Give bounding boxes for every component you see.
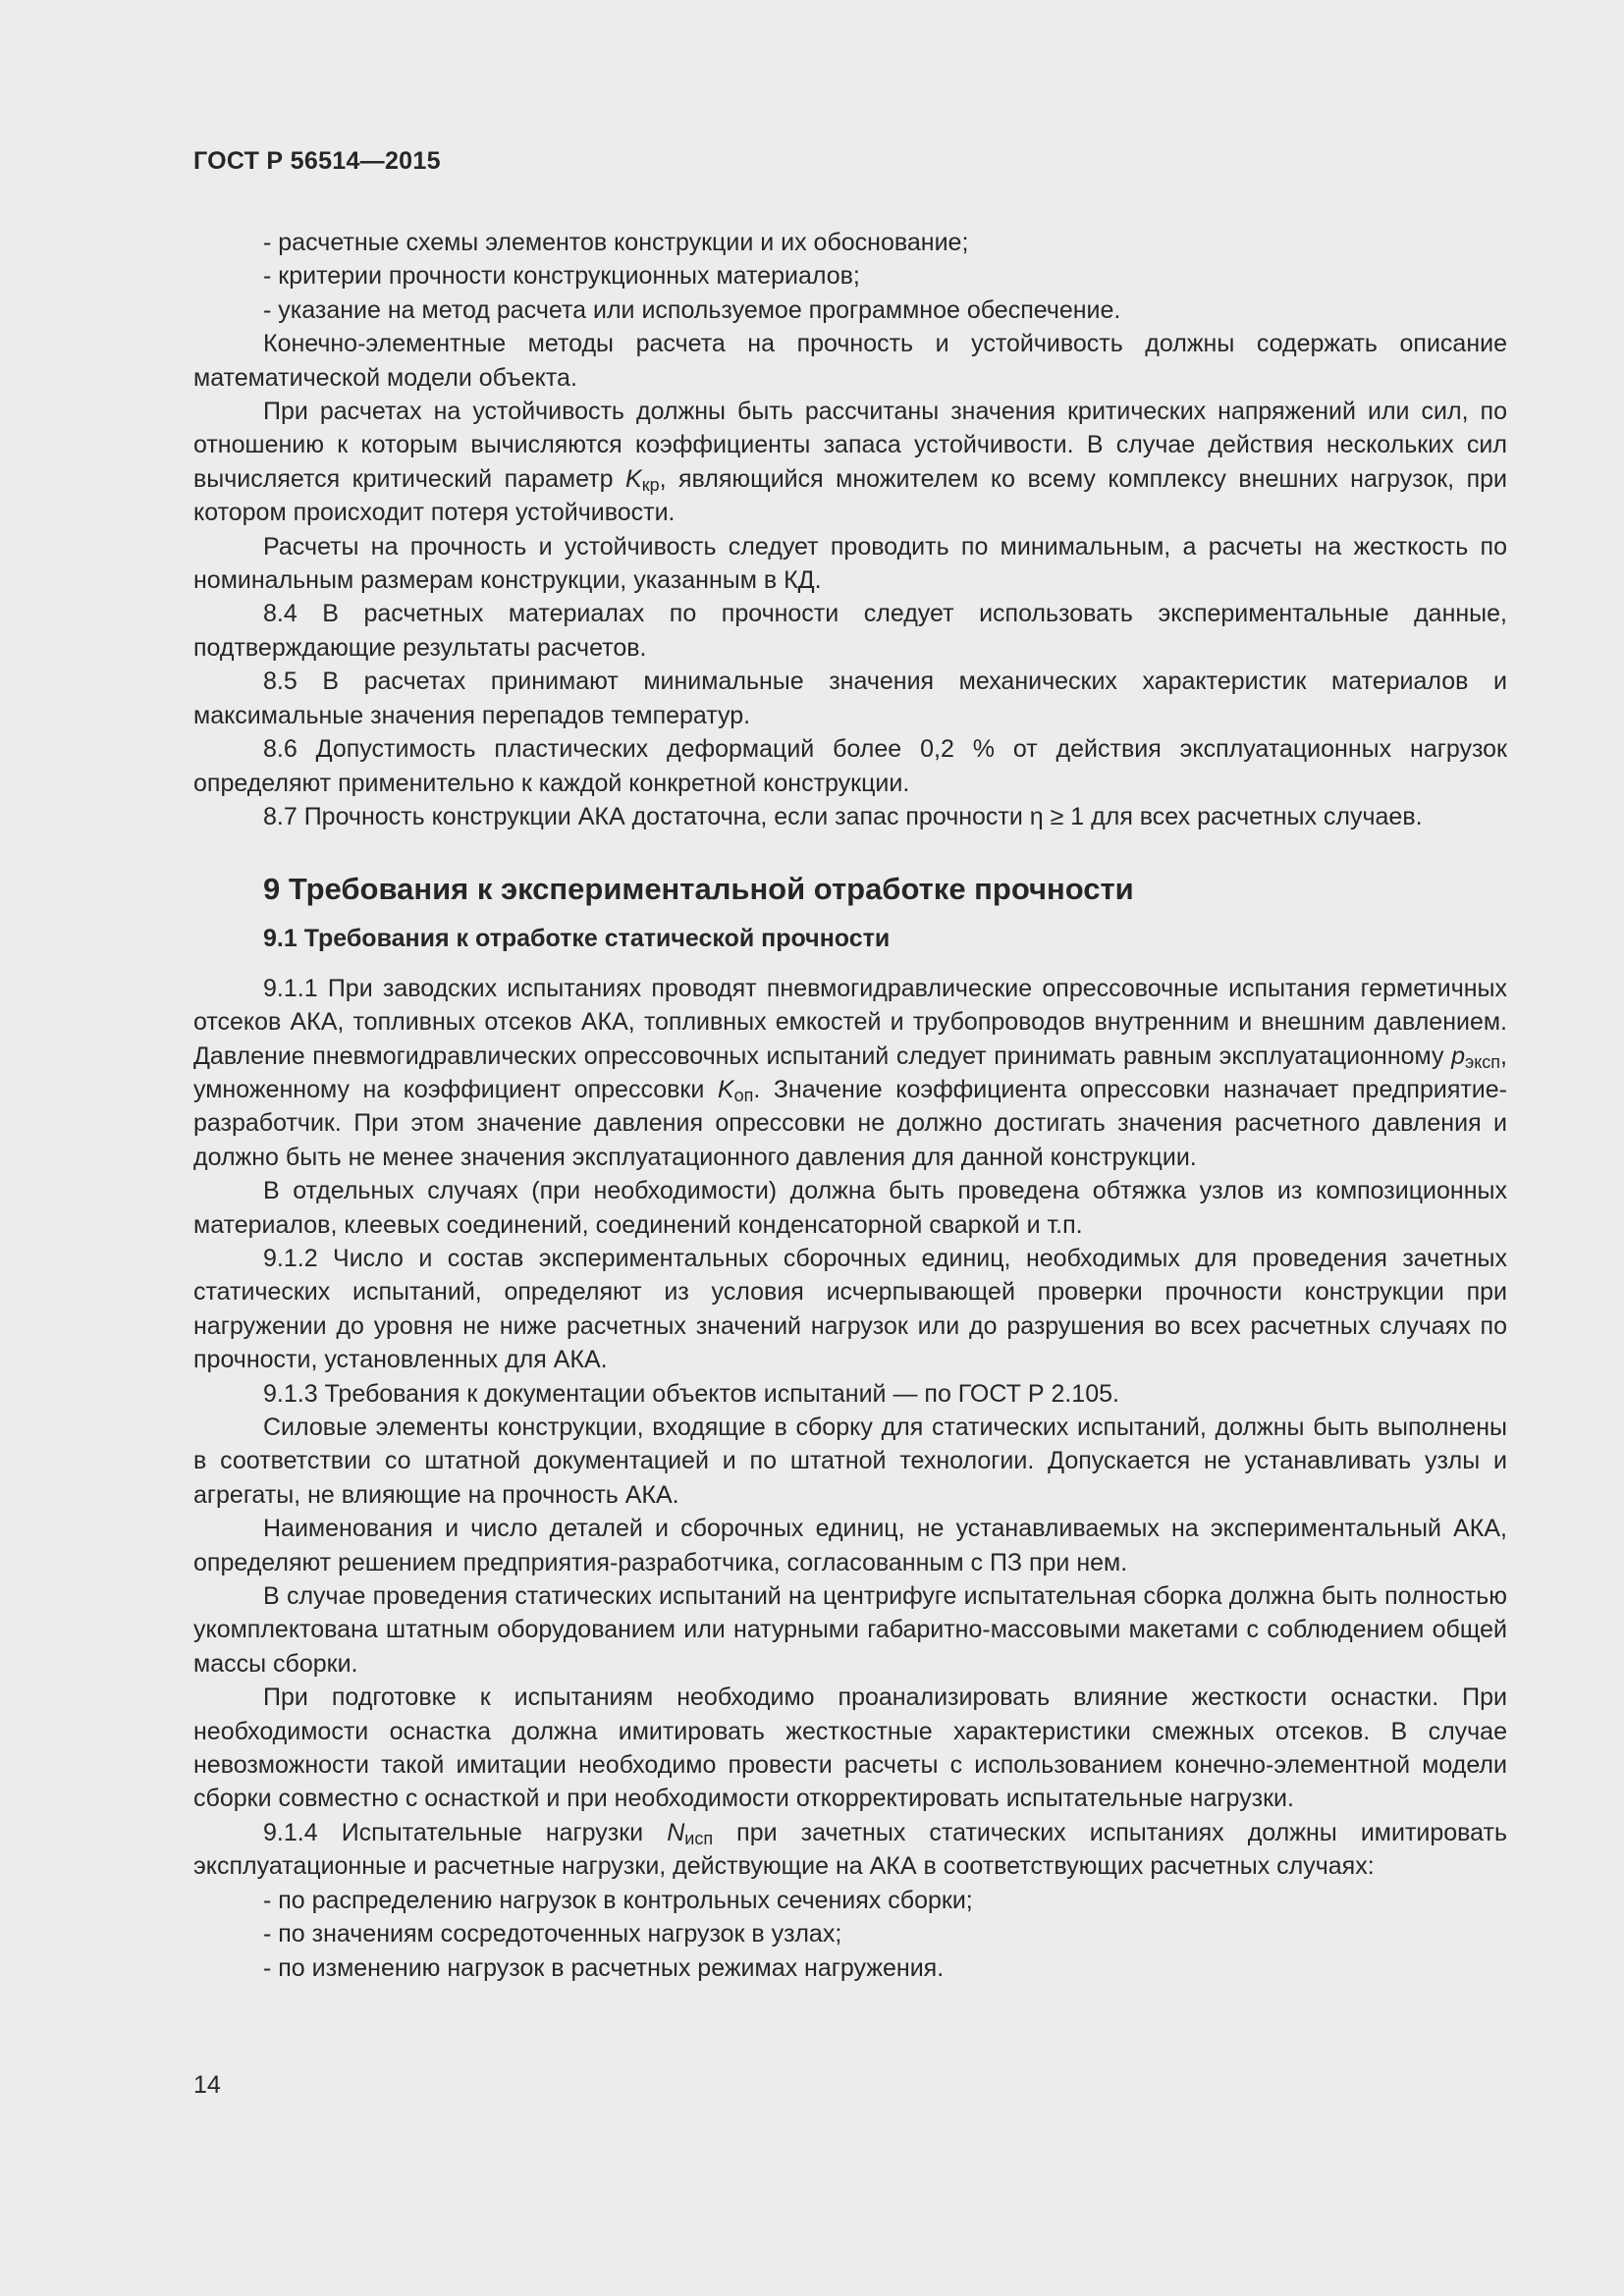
list-item: - указание на метод расчета или используемое программное обеспечение.: [263, 295, 1121, 324]
paragraph: 8.7 Прочность конструкции АКА достаточна, если запас прочности η ≥ 1 для всех расчетных случаев.: [263, 802, 1423, 830]
list-item: - по распределению нагрузок в контрольных сечениях сборки;: [263, 1886, 973, 1914]
section-heading: 9 Требования к экспериментальной отработке прочности: [263, 872, 1134, 907]
list-item: - расчетные схемы элементов конструкции и их обоснование;: [263, 229, 969, 256]
paragraph: Расчеты на прочность и устойчивость следует проводить по минимальным, а расчеты на жесткость по номинальным размерам конструкции, указанным в КД.: [193, 532, 1507, 595]
list-item: - по изменению нагрузок в расчетных режимах нагружения.: [263, 1953, 945, 1982]
paragraph: 8.6 Допустимость пластических деформаций более 0,2 % от действия эксплуатационных нагрузок определяют применительно к каждой конкретной конструкции.: [193, 735, 1507, 797]
paragraph: [193, 395, 1507, 530]
document-header: ГОСТ Р 56514—2015: [193, 147, 441, 175]
text-run: , являющийся множителем ко всему комплексу внешних нагрузок, при котором происходит потеря устойчивости.: [193, 464, 1507, 527]
paragraph: Конечно-элементные методы расчета на прочность и устойчивость должны содержать описание математической модели объекта.: [193, 330, 1507, 392]
text-run: 9.1.1 При заводских испытаниях проводят пневмогидравлические опрессовочные испытания герметичных отсеков АКА, топливных отсеков АКА, топливных емкостей и трубопроводов внутренним и внешним давлением. Давление пневмогидравлических опрессовочных испытаний следует принимать равным эксплуатационному: [193, 974, 1507, 1070]
variable-symbol: K: [625, 464, 642, 493]
paragraph: 9.1.3 Требования к документации объектов испытаний — по ГОСТ Р 2.105.: [263, 1379, 1119, 1408]
paragraph: В случае проведения статических испытаний на центрифуге испытательная сборка должна быть полностью укомплектована штатным оборудованием или натурными габаритно-массовыми макетами с соблюдением общей массы сборки.: [193, 1582, 1507, 1678]
list-item: - по значениям сосредоточенных нагрузок в узлах;: [263, 1920, 842, 1949]
paragraph: [193, 1816, 1507, 1884]
variable-subscript: исп: [684, 1828, 714, 1848]
page-number: 14: [193, 2071, 221, 2099]
subsection-heading: 9.1 Требования к отработке статической прочности: [263, 925, 891, 953]
paragraph: Силовые элементы конструкции, входящие в сборку для статических испытаний, должны быть выполнены в соответствии со штатной документацией и по штатной технологии. Допускается не устанавливать узлы и агрегаты, не влияющие на прочность АКА.: [193, 1414, 1507, 1509]
paragraph: [193, 972, 1507, 1174]
text-run: 9.1.4 Испытательные нагрузки: [263, 1818, 668, 1846]
variable-subscript: оп: [733, 1085, 754, 1105]
variable-subscript: эксп: [1465, 1051, 1501, 1072]
variable-symbol: p: [1451, 1041, 1466, 1070]
paragraph: Наименования и число деталей и сборочных единиц, не устанавливаемых на экспериментальный АКА, определяют решением предприятия-разработчика, согласованным с ПЗ при нем.: [193, 1515, 1507, 1576]
variable-symbol: K: [717, 1075, 734, 1103]
text-run: При расчетах на устойчивость должны быть рассчитаны значения критических напряжений или сил, по отношению к которым вычисляются коэффициенты запаса устойчивости. В случае действия нескольких сил вычисляется критический параметр: [193, 398, 1507, 493]
list-item: - критерии прочности конструкционных материалов;: [263, 262, 860, 291]
text-run: при зачетных статических испытаниях должны имитировать эксплуатационные и расчетные нагрузки, действующие на АКА в соответствующих расчетных случаях:: [193, 1818, 1507, 1881]
text-run: , умноженному на коэффициент опрессовки: [193, 1041, 1507, 1103]
paragraph: 8.5 В расчетах принимают минимальные значения механических характеристик материалов и максимальные значения перепадов температур.: [193, 667, 1507, 729]
paragraph: 9.1.2 Число и состав экспериментальных сборочных единиц, необходимых для проведения зачетных статических испытаний, определяют из условия исчерпывающей проверки прочности конструкции при нагружении до уровня не ниже расчетных значений нагрузок или до разрушения во всех расчетных случаях по прочности, установленных для АКА.: [193, 1244, 1507, 1374]
text-run: . Значение коэффициента опрессовки назначает предприятие-разработчик. При этом значение давления опрессовки не должно достигать значения расчетного давления и должно быть не менее значения эксплуатационного давления для данной конструкции.: [193, 1075, 1507, 1171]
variable-subscript: кр: [641, 474, 660, 495]
paragraph: 8.4 В расчетных материалах по прочности следует использовать экспериментальные данные, подтверждающие результаты расчетов.: [193, 600, 1507, 662]
page-content: [193, 226, 1507, 1985]
variable-symbol: N: [667, 1818, 685, 1846]
paragraph: При подготовке к испытаниям необходимо проанализировать влияние жесткости оснастки. При необходимости оснастка должна имитировать жесткостные характеристики смежных отсеков. В случае невозможности такой имитации необходимо провести расчеты с использованием конечно-элементной модели сборки совместно с оснасткой и при необходимости откорректировать испытательные нагрузки.: [193, 1683, 1507, 1813]
paragraph: В отдельных случаях (при необходимости) должна быть проведена обтяжка узлов из композиционных материалов, клеевых соединений, соединений конденсаторной сваркой и т.п.: [193, 1177, 1507, 1239]
